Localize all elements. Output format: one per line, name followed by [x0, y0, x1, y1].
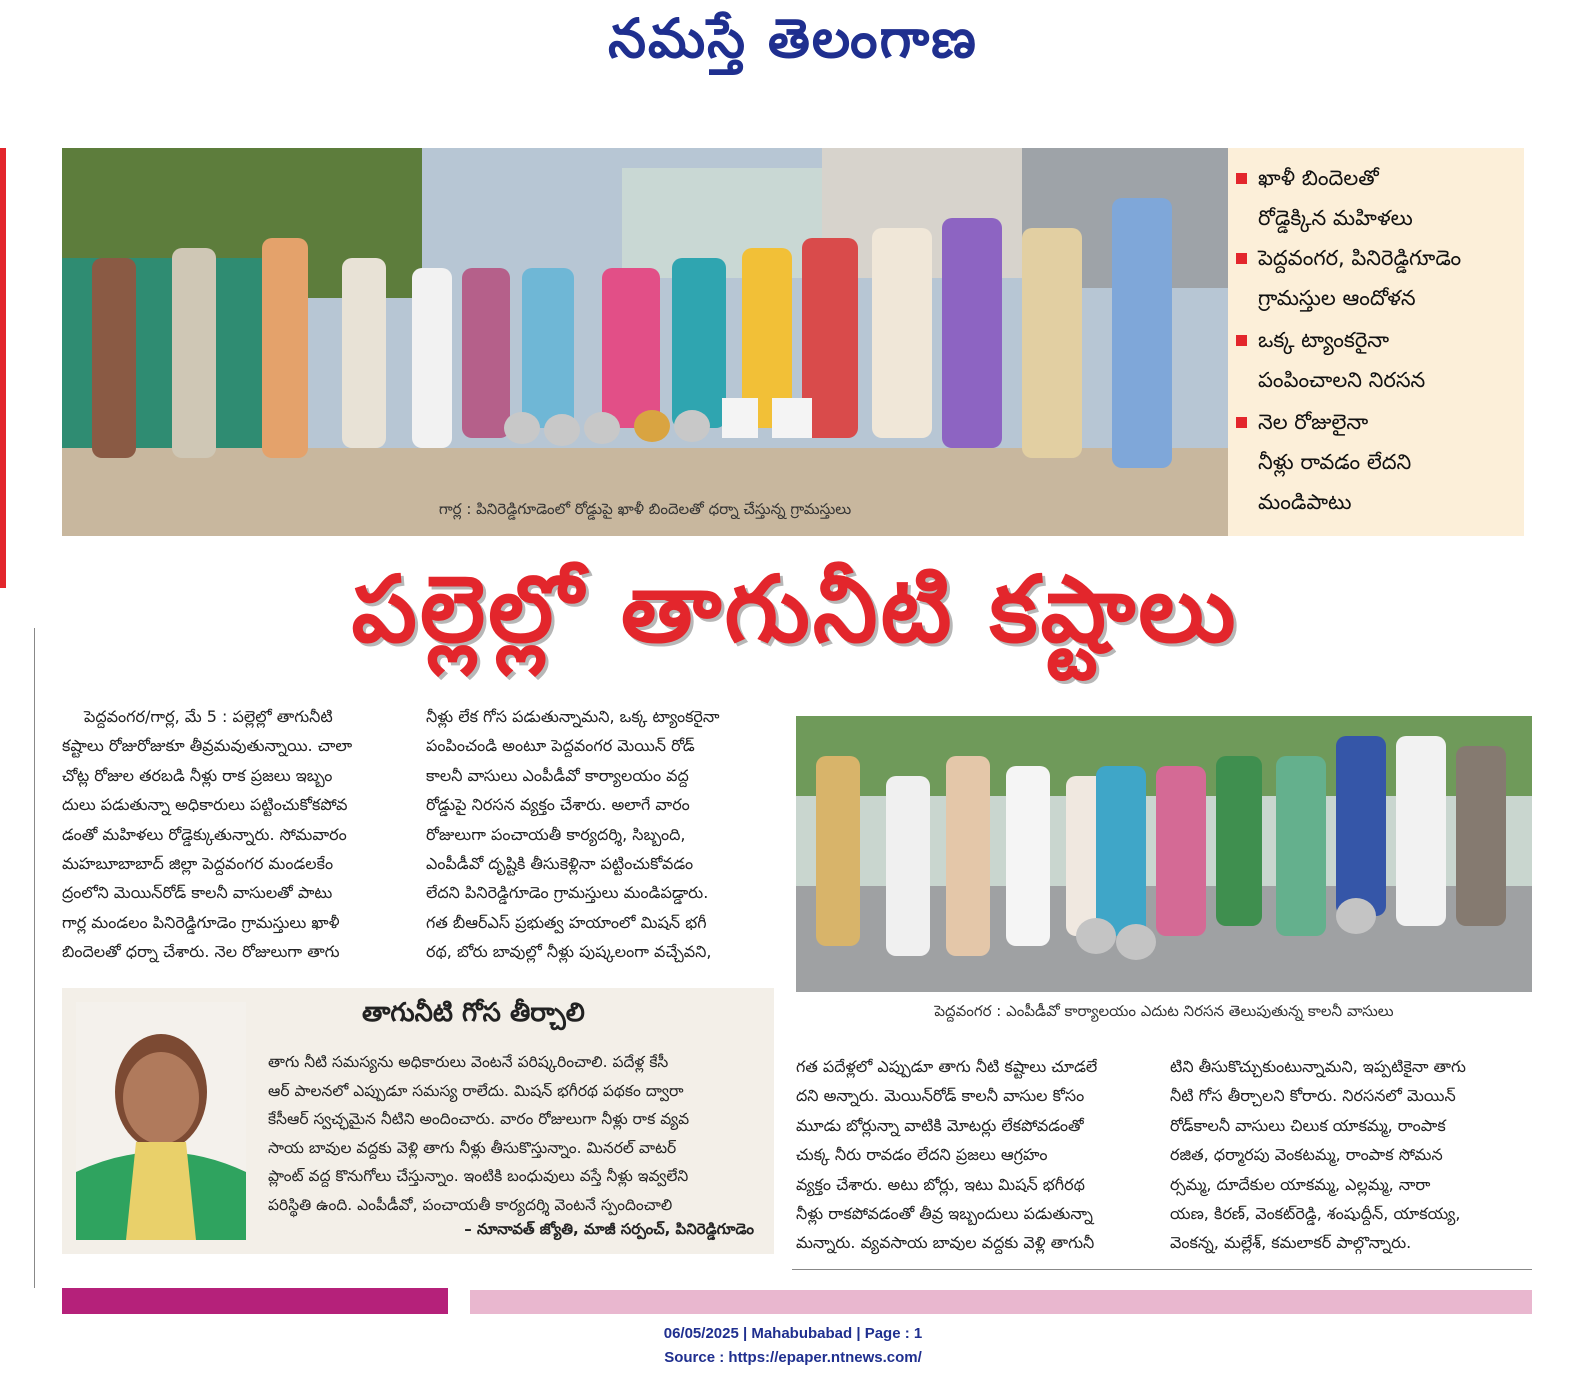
ad-strip-right — [470, 1290, 1532, 1314]
quote-byline: – నూనావత్ జ్యోతి, మాజీ సర్పంచ్, పినిరెడ్డిగూడెం — [464, 1220, 754, 1238]
article-column-3 — [796, 1052, 1154, 1258]
quote-box-title: తాగునీటి గోస తీర్చాలి — [362, 998, 585, 1028]
highlight-line: నీళ్లు రావడం లేదని — [1258, 450, 1412, 474]
text-line: మహబూబాబాద్ జిల్లా పెద్దవంగర మండలకేం — [62, 854, 334, 874]
text-line: గత పదేళ్లలో ఎప్పుడూ తాగు నీటి కష్టాలు చూడలే — [796, 1057, 1098, 1076]
text-line: రథ, బోరు బావుల్లో నీళ్లు పుష్కలంగా వచ్చేవని, — [426, 942, 712, 962]
headline: పల్లెల్లో తాగునీటి కష్టాలు — [351, 556, 1239, 663]
text-line: రజిత, ధర్మారపు వెంకటమ్మ, రాంపాక సోమన — [1170, 1145, 1443, 1165]
text-line: బిందెలతో ధర్నా చేశారు. నెల రోజులుగా తాగు — [62, 942, 340, 962]
text-line: ర్సమ్మ, దూదేకుల యాకమ్మ, ఎల్లమ్మ, నారా — [1170, 1174, 1431, 1194]
highlight-line: ఖాళీ బిందెలతో — [1258, 158, 1379, 198]
highlight-line: పంపించాలని నిరసన — [1258, 368, 1426, 392]
text-line: వెంకన్న, మల్లేశ్, కమలాకర్ పాల్గొన్నారు. — [1170, 1233, 1412, 1253]
bottom-divider — [792, 1269, 1532, 1270]
left-red-rule — [0, 148, 6, 588]
text-line: తాగు నీటి సమస్యను అధికారులు వెంటనే పరిష్కరించాలి. పదేళ్ల కేసీ — [268, 1053, 669, 1071]
text-line: గత బీఆర్‌ఎస్ ప్రభుత్వ హయాంలో మిషన్ భగీ — [426, 912, 707, 932]
text-line: కష్టాలు రోజురోజుకూ తీవ్రమవుతున్నాయి. చాలా — [62, 736, 353, 756]
text-line: యణ, కిరణ్, వెంకట్‌రెడ్డి, శంషుద్దీన్, యాకయ్య, — [1170, 1204, 1461, 1224]
bullet-icon — [1236, 417, 1247, 428]
text-line: కేసీఆర్ స్వచ్ఛమైన నీటిని అందించారు. వారం రోజులుగా నీళ్లు రాక వ్యవ — [268, 1110, 690, 1128]
text-line: మూడు బోర్లున్నా వాటికి మోటర్లు లేకపోవడంతో — [796, 1115, 1084, 1135]
text-line: నీళ్లు రాకపోవడంతో తీవ్ర ఇబ్బందులు పడుతున్నా — [796, 1204, 1093, 1224]
text-line: మన్నారు. వ్యవసాయ బావుల వద్దకు వెళ్లి తాగునీ — [796, 1233, 1095, 1253]
text-line: డంతో మహిళలు రోడ్డెక్కుతున్నారు. సోమవారం — [62, 824, 347, 844]
text-line: గార్ల మండలం పినిరెడ్డిగూడెం గ్రామస్తులు ఖాళీ — [62, 912, 340, 932]
text-line: రోజులుగా పంచాయతీ కార్యదర్శి, సిబ్బంది, — [426, 824, 686, 844]
bullet-icon — [1236, 253, 1247, 264]
bullet-icon — [1236, 173, 1247, 184]
text-line: పెద్దవంగర/గార్ల, మే 5 : పల్లెల్లో తాగునీటి — [84, 707, 333, 726]
highlight-line: గ్రామస్తుల ఆందోళన — [1258, 286, 1416, 310]
bullet-icon — [1236, 335, 1247, 346]
top-photo — [62, 148, 1228, 536]
second-photo — [796, 716, 1532, 992]
text-line: పంపించండి అంటూ పెద్దవంగర మెయిన్ రోడ్ — [426, 736, 695, 756]
second-photo-caption: పెద్దవంగర : ఎంపీడీవో కార్యాలయం ఎదుట నిరసన తెలుపుతున్న కాలనీ వాసులు — [934, 1002, 1394, 1020]
text-line: వ్యక్తం చేశారు. అటు బోర్లు, ఇటు మిషన్ భగీరథ — [796, 1174, 1085, 1194]
article-column-4 — [1170, 1052, 1532, 1258]
text-line: ద్రంలోని మెయిన్‌రోడ్ కాలనీ వాసులతో పాటు — [62, 883, 333, 903]
text-line: టిని తీసుకొచ్చుకుంటున్నామని, ఇప్పటికైనా తాగు — [1170, 1057, 1466, 1076]
masthead-title: నమస్తే తెలంగాణ — [608, 6, 978, 70]
text-line: ఆర్ పాలనలో ఎప్పుడూ సమస్య రాలేదు. మిషన్ భగీరథ పథకం ద్వారా — [268, 1081, 684, 1100]
text-line: నీళ్లు లేక గోస పడుతున్నామని, ఒక్క ట్యాంకరైనా — [426, 707, 720, 726]
top-photo-caption: గార్ల : పినిరెడ్డిగూడెంలో రోడ్డుపై ఖాళీ బిందెలతో ధర్నా చేస్తున్న గ్రామస్తులు — [438, 500, 852, 518]
text-line: చోట్ల రోజుల తరబడి నీళ్లు రాక ప్రజలు ఇబ్బం — [62, 765, 333, 785]
text-line: పరిస్థితి ఉంది. ఎంపీడీవో, పంచాయతీ కార్యదర్శి వెంటనే స్పందించాలి — [268, 1195, 673, 1214]
footer-date-edition: 06/05/2025 | Mahabubabad | Page : 1 — [663, 1325, 923, 1342]
text-line: ఎంపీడీవో దృష్టికి తీసుకెళ్లినా పట్టించుకోవడం — [426, 854, 694, 874]
text-line: దని అన్నారు. మెయిన్‌రోడ్ కాలనీ వాసుల కోసం — [796, 1086, 1085, 1106]
highlight-line: రోడ్డెక్కిన మహిళలు — [1258, 206, 1413, 230]
text-line: దులు పడుతున్నా అధికారులు పట్టించుకోకపోవ — [62, 795, 348, 815]
text-line: సాయ బావుల వద్దకు వెళ్లి తాగు నీళ్లు తీసుకొస్తున్నాం. మినరల్ వాటర్ — [268, 1138, 677, 1157]
highlight-line: పెద్దవంగర, పినిరెడ్డిగూడెం — [1258, 238, 1461, 278]
text-line: లేదని పినిరెడ్డిగూడెం గ్రామస్తులు మండిపడ్డారు. — [426, 883, 709, 903]
text-line: కాలనీ వాసులు ఎంపీడీవో కార్యాలయం వద్ద — [426, 765, 689, 785]
highlights-box — [1228, 148, 1524, 536]
highlight-line: నెల రోజులైనా — [1258, 402, 1368, 442]
quote-box-text — [268, 1048, 756, 1219]
portrait-photo — [76, 1002, 246, 1240]
text-line: చుక్క నీరు రావడం లేదని ప్రజలు ఆగ్రహం — [796, 1145, 1048, 1165]
highlight-line: మండిపాటు — [1258, 490, 1352, 514]
left-column-divider — [34, 628, 35, 1288]
article-column-2 — [426, 702, 776, 967]
text-line: నీటి గోస తీర్చాలని కోరారు. నిరసనలో మెయిన్ — [1170, 1086, 1456, 1106]
footer-source-link[interactable]: Source : https://epaper.ntnews.com/ — [664, 1349, 922, 1366]
ad-strip-left — [62, 1288, 448, 1314]
text-line: రోడ్‌కాలనీ వాసులు చిలుక యాకమ్మ, రాంపాక — [1170, 1115, 1446, 1135]
text-line: ప్లాంట్ వద్ద కొనుగోలు చేస్తున్నాం. ఇంటికి బంధువులు వస్తే నీళ్లు ఇవ్వలేని — [268, 1167, 689, 1185]
quote-box — [62, 988, 774, 1254]
text-line: రోడ్డుపై నిరసన వ్యక్తం చేశారు. అలాగే వారం — [426, 795, 690, 815]
footer — [0, 1322, 1586, 1370]
article-column-1 — [62, 702, 412, 967]
highlight-line: ఒక్క ట్యాంకరైనా — [1258, 320, 1389, 360]
